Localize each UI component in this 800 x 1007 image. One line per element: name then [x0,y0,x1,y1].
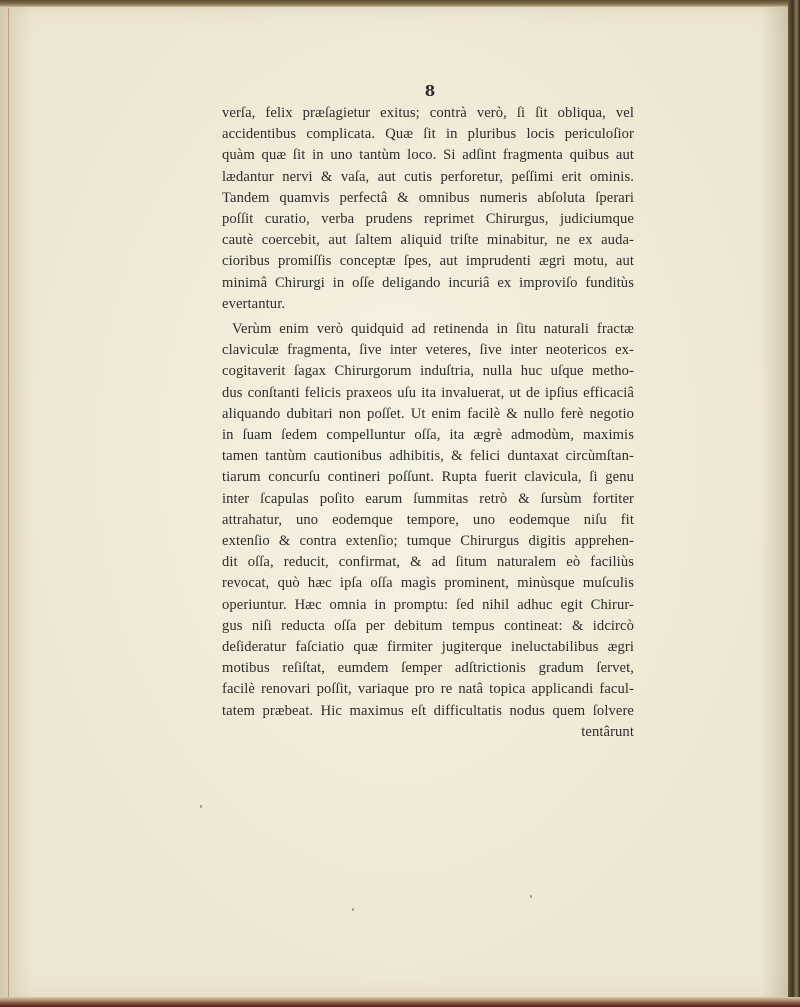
text-line: Verùm enim verò quidquid ad retinenda in ſitu naturali fractæ [232,321,634,338]
text-line: minimâ Chirurgi in oſſe deligando incuriâ ex improviſo funditùs [222,274,634,291]
text-line: accidentibus complicata. Quæ ſit in pluribus locis periculoſior [222,126,634,143]
paragraph-1 [222,103,634,315]
text-line: cautè coercebit, aut ſaltem aliquid triſte minabitur, ne ex auda- [222,232,634,249]
text-line: in ſuam ſedem compelluntur oſſa, ita ægrè admodùm, maximis [222,427,634,444]
paper-speck [530,895,532,898]
text-line: gus niſi reducta oſſa per debitum tempus contineat: & idcircò [222,617,634,634]
text-line: tamen tantùm cautionibus adhibitis, & felici duntaxat circùmſtan- [222,448,634,465]
page-bottom-edge [0,997,800,1007]
text-line: poſſit curatio, verba prudens reprimet Chirurgus, judiciumque [222,211,634,228]
paper-speck [352,908,354,911]
text-line: motibus reſiſtat, eumdem ſemper adſtrictionis gradum ſervet, [222,660,634,677]
text-line: tiarum concurſu contineri poſſunt. Rupta fuerit clavicula, ſi genu [222,469,634,486]
text-line: inter ſcapulas poſito earum ſummitas retrò & ſursùm fortiter [222,490,634,507]
page-top-edge [0,0,800,7]
text-line: quàm quæ ſit in uno tantùm loco. Si adſint fragmenta quibus aut [222,147,634,164]
text-line: operiuntur. Hæc omnia in promptu: ſed nihil adhuc egit Chirur- [222,596,634,613]
book-binding [788,0,800,1007]
text-line: tatem præbeat. Hic maximus eſt difficultatis nodus quem ſolvere [222,702,634,719]
text-line: lædantur nervi & vaſa, aut cutis perforetur, peſſimi erit ominis. [222,168,634,185]
page-number: 8 [424,82,436,100]
text-line: attrahatur, uno eodemque tempore, uno eodemque niſu fit [222,511,634,528]
text-line: dus conſtanti felicis praxeos uſu ita invaluerat, ut de ipſius efficaciâ [222,384,634,401]
paper-speck [200,805,202,808]
text-line: deſideratur faſciatio quæ firmiter jugiterque ineluctabilibus ægri [222,639,634,656]
text-line: Tandem quamvis perfectâ & omnibus numeris abſoluta ſperari [222,189,634,206]
text-line: dit oſſa, reducit, confirmat, & ad ſitum naturalem eò faciliùs [222,554,634,571]
text-line: aliquando dubitari non poſſet. Ut enim facilè & nullo ferè negotio [222,405,634,422]
text-line: extenſio & contra extenſio; tumque Chirurgus digitis apprehen- [222,533,634,550]
margin-rule [8,8,9,998]
text-line: cioribus promiſſis conceptæ ſpes, aut imprudenti ægri motu, aut [222,253,634,270]
text-line: verſa, felix præſagietur exitus; contrà verò, ſi ſit obliqua, vel [222,105,634,121]
paragraph-2 [222,319,634,722]
text-line: cogitaverit ſagax Chirurgorum induſtria, nulla huc uſque metho- [222,363,634,380]
text-line: evertantur. [222,295,286,312]
body-text [222,103,634,743]
catchword: tentârunt [581,723,634,740]
text-line: claviculæ fragmenta, ſive inter veteres, ſive inter neotericos ex- [222,342,634,359]
text-line: revocat, quò hæc ipſa oſſa magìs prominent, minùsque muſculis [222,575,634,592]
text-line: facilè renovari poſſit, variaque pro re natâ topica applicandi facul- [222,681,634,698]
